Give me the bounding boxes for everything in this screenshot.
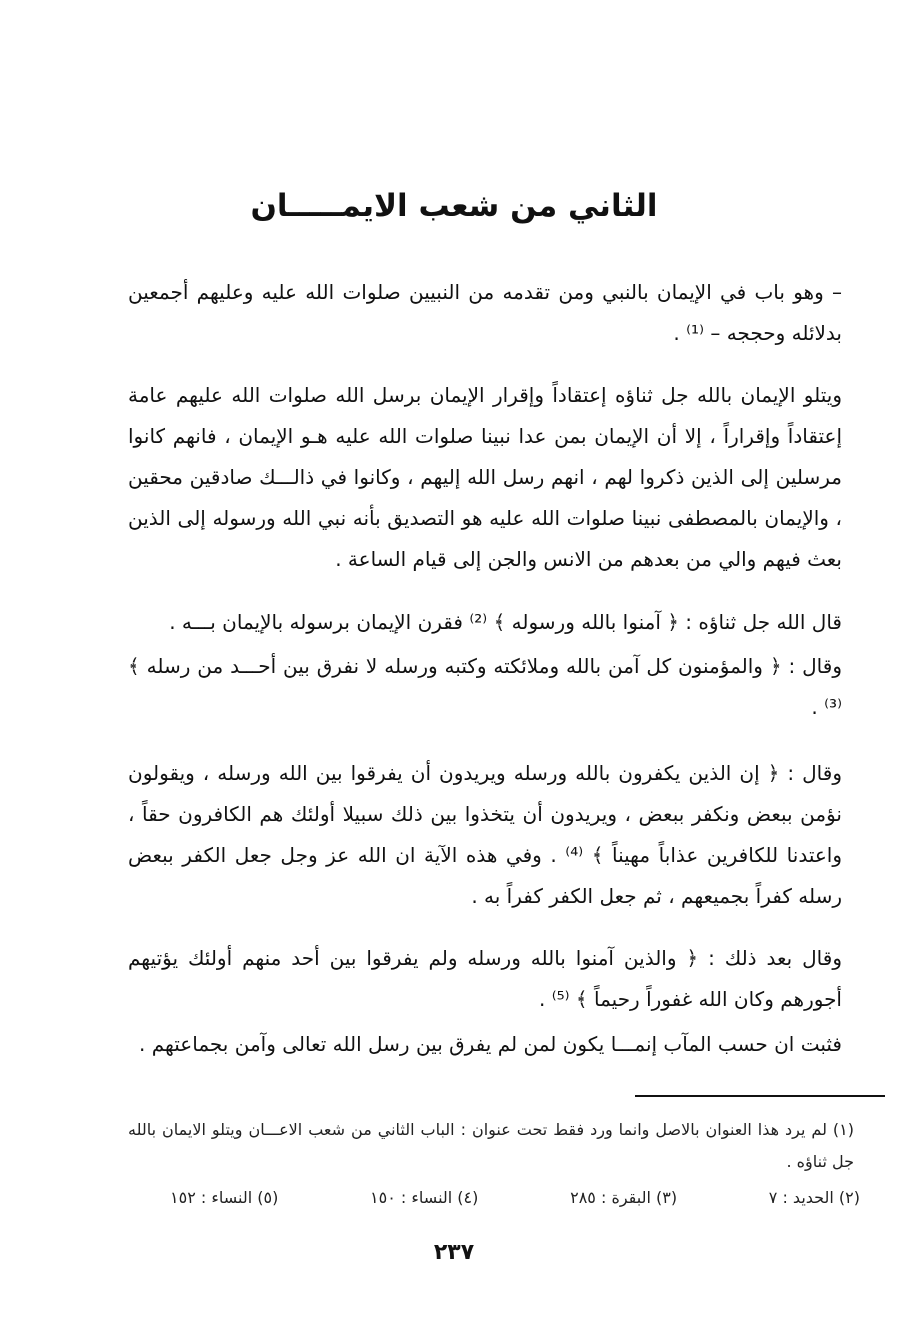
body-paragraph: فثبت ان حسب المآب إنمـــا يكون لمن لم يفرق بين رسل الله تعالى وآمن بجماعتهم . [139, 1032, 842, 1056]
footnote-ref: (٢) الحديد : ٧ [768, 1188, 860, 1207]
footnote-1: (١) لم يرد هذا العنوان بالاصل وانما ورد فقط تحت عنوان : الباب الثاني من شعب الاعـــان ويتلو الايمان بالله جل ثناؤه . [128, 1120, 854, 1171]
footnote-ref: (٣) البقرة : ٢٨٥ [570, 1188, 678, 1207]
intro-paragraph: – وهو باب في الإيمان بالنبي ومن تقدمه من النبيين صلوات الله عليه وعليهم أجمعين بدلائله وحججه – ⁽¹⁾ . [128, 280, 842, 345]
footnote-ref: (٥) النساء : ١٥٢ [170, 1188, 279, 1207]
body-paragraph: قال الله جل ثناؤه : ﴿ آمنوا بالله ورسوله ﴾ ⁽²⁾ فقرن الإيمان برسوله بالإيمان بـــه . [169, 610, 842, 634]
body-paragraph: وقال بعد ذلك : ﴿ والذين آمنوا بالله ورسله ولم يفرقوا بين أحد منهم أولئك يؤتيهم أجورهم وكان الله غفوراً رحيماً ﴾ ⁽⁵⁾ . [128, 946, 842, 1011]
body-paragraph: وقال : ﴿ إن الذين يكفرون بالله ورسله ويريدون أن يفرقوا بين الله ورسله ، ويقولون نؤمن ببعض ونكفر ببعض ، ويريدون أن يتخذوا بين ذلك سبيلا أولئك هم الكافرون حقاً ، واعتدنا للكافرين عذاباً مهيناً ﴾ ⁽⁴⁾ . وفي هذه الآية ان الله عز وجل جعل الكفر ببعض رسله كفراً بجميعهم ، ثم جعل الكفر كفراً به . [128, 761, 842, 908]
page-number: ٢٣٧ [433, 1240, 475, 1265]
footnote-ref: (٤) النساء : ١٥٠ [370, 1188, 479, 1207]
footnote-divider [635, 1095, 885, 1097]
body-paragraph: وقال : ﴿ والمؤمنون كل آمن بالله وملائكته وكتبه ورسله لا نفرق بين أحـــد من رسله ﴾ ⁽³⁾ . [128, 654, 842, 719]
body-paragraph: ويتلو الإيمان بالله جل ثناؤه إعتقاداً وإقرار الإيمان برسل الله صلوات الله عليهم عامة إعتقاداً وإقراراً ، إلا أن الإيمان بمن عدا نبينا صلوات الله عليه هـو الإيمان ، فانهم كانوا مرسلين إلى الذين ذكروا لهم ، انهم رسل الله إليهم ، وكانوا في ذالـــك صادقين محقين ، والإيمان بالمصطفى نبينا صلوات الله عليه هو التصديق بأنه نبي الله ورسوله إلى الذين بعث فيهم والي من بعدهم من الانس والجن إلى قيام الساعة . [128, 383, 842, 571]
chapter-title: الثاني من شعب الايمـــــان [250, 188, 658, 224]
footnote-references [170, 1182, 860, 1214]
